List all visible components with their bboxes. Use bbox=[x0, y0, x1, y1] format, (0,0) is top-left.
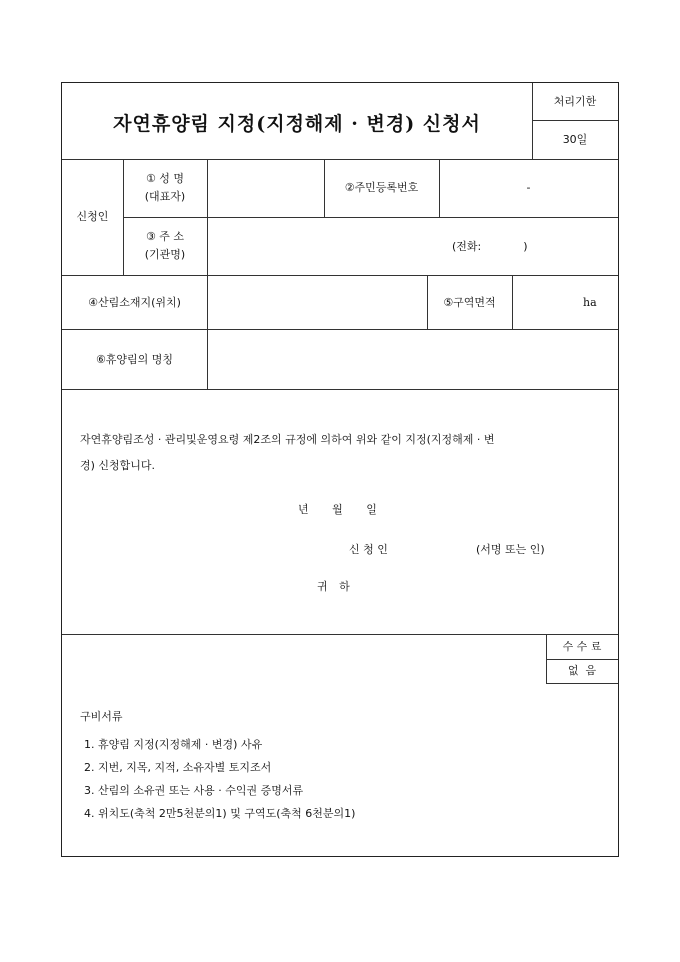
location-label: ④산림소재지(위치) bbox=[88, 296, 181, 309]
name-label: ① 성 명 bbox=[145, 172, 185, 185]
rule-location-bottom bbox=[62, 329, 618, 330]
statement-line2: 경) 신청합니다. bbox=[80, 459, 156, 472]
rrn-label: ②주민등록번호 bbox=[344, 181, 419, 194]
document-item: 4. 위치도(축척 2만5천분의1) 및 구역도(축척 6천분의1) bbox=[84, 807, 356, 820]
form-title: 자연휴양림 지정(지정해제 · 변경) 신청서 bbox=[113, 113, 481, 135]
signature-note: (서명 또는 인) bbox=[476, 543, 545, 556]
deadline-label: 처리기한 bbox=[553, 95, 597, 108]
address-sublabel: (기관명) bbox=[144, 248, 186, 261]
application-form bbox=[61, 82, 619, 857]
applicant-label: 신청인 bbox=[76, 210, 109, 223]
document-item: 1. 휴양림 지정(지정해제 · 변경) 사유 bbox=[84, 738, 263, 751]
rule-fee-bottom bbox=[546, 683, 618, 684]
deadline-value: 30일 bbox=[562, 133, 588, 146]
name-sublabel: (대표자) bbox=[144, 190, 186, 203]
signer-label: 신 청 인 bbox=[349, 543, 388, 556]
area-unit: ha bbox=[583, 296, 597, 309]
rrn-value: - bbox=[526, 181, 531, 194]
rule-deadline-mid bbox=[532, 120, 618, 121]
forest-name-label: ⑥휴양림의 명칭 bbox=[95, 353, 174, 366]
area-label: ⑤구역면적 bbox=[443, 296, 496, 309]
statement-line1: 자연휴양림조성 · 관리및운영요령 제2조의 규정에 의하여 위와 같이 지정(지정해제 · 변 bbox=[80, 433, 495, 446]
rule-label-col-right bbox=[207, 159, 208, 389]
rule-title-bottom bbox=[62, 159, 618, 160]
addressee: 귀 하 bbox=[317, 580, 354, 593]
rule-fee-mid bbox=[546, 659, 618, 660]
phone-field: (전화: ) bbox=[452, 240, 528, 253]
document-item: 3. 산림의 소유권 또는 사용 · 수익권 증명서류 bbox=[84, 784, 304, 797]
documents-heading: 구비서류 bbox=[80, 710, 123, 723]
fee-label: 수 수 료 bbox=[562, 640, 602, 653]
rule-body-bottom bbox=[62, 634, 618, 635]
fee-value: 없 음 bbox=[567, 664, 597, 677]
rule-applicant-mid bbox=[123, 217, 618, 218]
rule-name-bottom bbox=[62, 389, 618, 390]
date-line: 년 월 일 bbox=[298, 503, 378, 516]
rule-applicant-bottom bbox=[62, 275, 618, 276]
rule-area-right bbox=[512, 275, 513, 329]
address-label: ③ 주 소 bbox=[145, 230, 185, 243]
document-item: 2. 지번, 지목, 지적, 소유자별 토지조서 bbox=[84, 761, 272, 774]
